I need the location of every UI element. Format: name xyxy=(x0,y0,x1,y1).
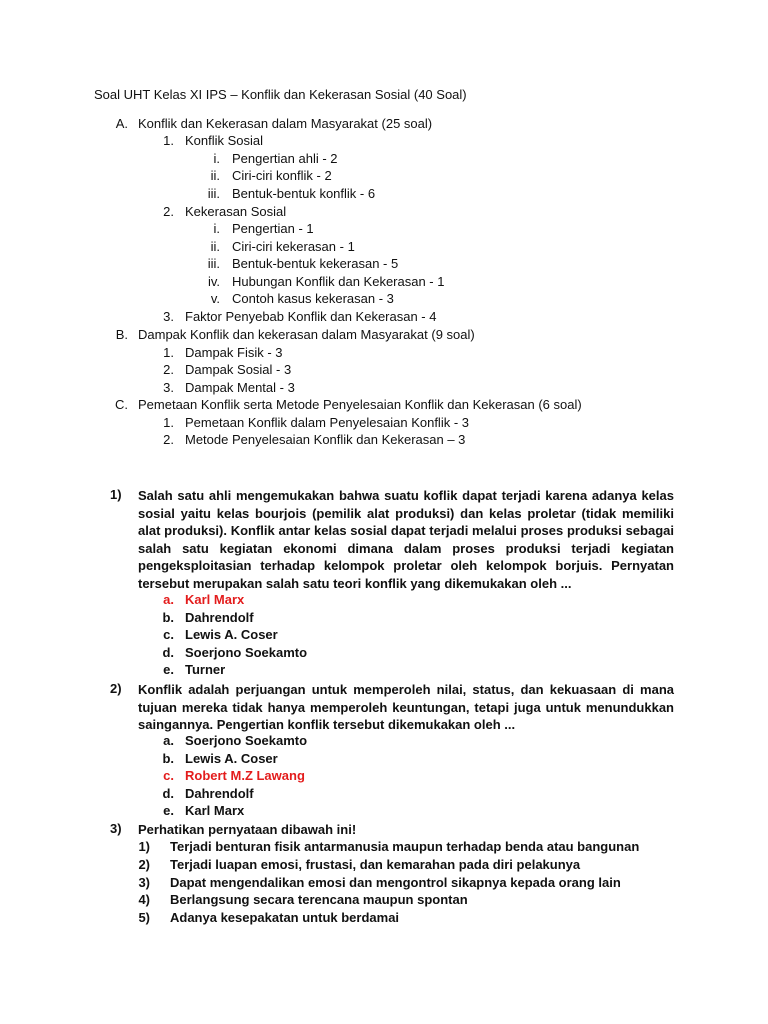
option-text: Dahrendolf xyxy=(185,610,254,625)
option-letter: a. xyxy=(163,592,174,607)
outline-marker: 2. xyxy=(163,432,174,447)
outline-text: Bentuk-bentuk konflik - 6 xyxy=(232,186,376,201)
outline-marker: 2. xyxy=(163,204,174,219)
outline-marker: iii. xyxy=(207,256,220,271)
outline-text: Dampak Mental - 3 xyxy=(185,380,295,395)
outline-text: Kekerasan Sosial xyxy=(185,204,287,219)
outline-marker: A. xyxy=(115,116,128,131)
question-number: 1) xyxy=(110,487,122,502)
outline-text: Pemetaan Konflik dalam Penyelesaian Konflik - 3 xyxy=(185,415,469,430)
statement-number: 3) xyxy=(138,875,150,890)
outline-marker: ii. xyxy=(210,168,220,183)
outline-text: Ciri-ciri konflik - 2 xyxy=(232,168,332,183)
option-letter: a. xyxy=(163,733,174,748)
option-letter: c. xyxy=(163,768,174,783)
question-number: 3) xyxy=(110,821,122,836)
outline-marker: i. xyxy=(213,151,220,166)
option-text: Robert M.Z Lawang xyxy=(185,768,305,783)
outline-marker: 2. xyxy=(163,362,174,377)
statement-text: Berlangsung secara terencana maupun spontan xyxy=(170,892,468,907)
option-text: Turner xyxy=(185,662,226,677)
option-text: Lewis A. Coser xyxy=(185,751,278,766)
outline-text: Metode Penyelesaian Konflik dan Kekerasan – 3 xyxy=(185,432,466,447)
option-letter: c. xyxy=(163,627,174,642)
outline-text: Dampak Konflik dan kekerasan dalam Masyarakat (9 soal) xyxy=(138,327,475,342)
outline-text: Konflik Sosial xyxy=(185,133,264,148)
outline-text: Dampak Fisik - 3 xyxy=(185,345,283,360)
statement-text: Dapat mengendalikan emosi dan mengontrol sikapnya kepada orang lain xyxy=(170,875,621,890)
outline-marker: v. xyxy=(210,291,220,306)
question-text: Perhatikan pernyataan dibawah ini! xyxy=(138,822,357,837)
outline-marker: 1. xyxy=(163,133,174,148)
outline-marker: 3. xyxy=(163,309,174,324)
option-text: Karl Marx xyxy=(185,803,245,818)
outline-text: Pengertian ahli - 2 xyxy=(232,151,338,166)
outline-text: Contoh kasus kekerasan - 3 xyxy=(232,291,394,306)
statement-number: 2) xyxy=(138,857,150,872)
option-letter: b. xyxy=(162,610,174,625)
outline-marker: ii. xyxy=(210,239,220,254)
outline-text: Pemetaan Konflik serta Metode Penyelesaian Konflik dan Kekerasan (6 soal) xyxy=(138,397,582,412)
option-text: Dahrendolf xyxy=(185,786,254,801)
option-text: Soerjono Soekamto xyxy=(185,645,308,660)
outline-marker: C. xyxy=(115,397,128,412)
outline-text: Konflik dan Kekerasan dalam Masyarakat (25 soal) xyxy=(138,116,433,131)
document-title: Soal UHT Kelas XI IPS – Konflik dan Kekerasan Sosial (40 Soal) xyxy=(94,87,467,102)
outline-marker: B. xyxy=(115,327,128,342)
outline-text: Pengertian - 1 xyxy=(232,221,314,236)
statement-text: Adanya kesepakatan untuk berdamai xyxy=(170,910,400,925)
option-text: Karl Marx xyxy=(185,592,245,607)
option-text: Lewis A. Coser xyxy=(185,627,278,642)
option-letter: e. xyxy=(163,803,174,818)
question-number: 2) xyxy=(110,681,122,696)
question-text: Konflik adalah perjuangan untuk memperoleh nilai, status, dan kekuasaan di mana tujuan mereka tidak hanya memperoleh keuntungan, tetapi juga untuk menundukkan saingannya. Pengertian konflik tersebut dikemukakan oleh ... xyxy=(138,682,674,733)
outline-marker: 3. xyxy=(163,380,174,395)
option-text: Soerjono Soekamto xyxy=(185,733,308,748)
outline-text: Ciri-ciri kekerasan - 1 xyxy=(232,239,355,254)
outline-text: Hubungan Konflik dan Kekerasan - 1 xyxy=(232,274,445,289)
outline-marker: iv. xyxy=(207,274,220,289)
outline-text: Dampak Sosial - 3 xyxy=(185,362,292,377)
option-letter: d. xyxy=(162,786,174,801)
outline-text: Bentuk-bentuk kekerasan - 5 xyxy=(232,256,399,271)
statement-number: 1) xyxy=(138,839,150,854)
option-letter: e. xyxy=(163,662,174,677)
statement-text: Terjadi luapan emosi, frustasi, dan kemarahan pada diri pelakunya xyxy=(170,857,581,872)
outline-text: Faktor Penyebab Konflik dan Kekerasan - 4 xyxy=(185,309,437,324)
option-letter: b. xyxy=(162,751,174,766)
statement-number: 5) xyxy=(138,910,150,925)
statement-text: Terjadi benturan fisik antarmanusia maupun terhadap benda atau bangunan xyxy=(170,839,640,854)
statement-number: 4) xyxy=(138,892,150,907)
outline-marker: iii. xyxy=(207,186,220,201)
question-text: Salah satu ahli mengemukakan bahwa suatu koflik dapat terjadi karena adanya kelas sosial yaitu kelas bourjois (pemilik alat produksi) dan kelas proletar (tidak memiliki alat produksi). Konflik antar kelas sosial dapat terjadi melalui proses produksi sebagai salah satu kegiatan ekonomi dimana dalam proses produksi terjadi kegiatan pengeksploitasian terhadap kelompok proletar oleh kelompok borjuis. Pernyatan tersebut merupakan salah satu teori konflik yang dikemukakan oleh ... xyxy=(138,488,674,591)
outline-marker: 1. xyxy=(163,415,174,430)
outline-marker: 1. xyxy=(163,345,174,360)
option-letter: d. xyxy=(162,645,174,660)
outline-marker: i. xyxy=(213,221,220,236)
